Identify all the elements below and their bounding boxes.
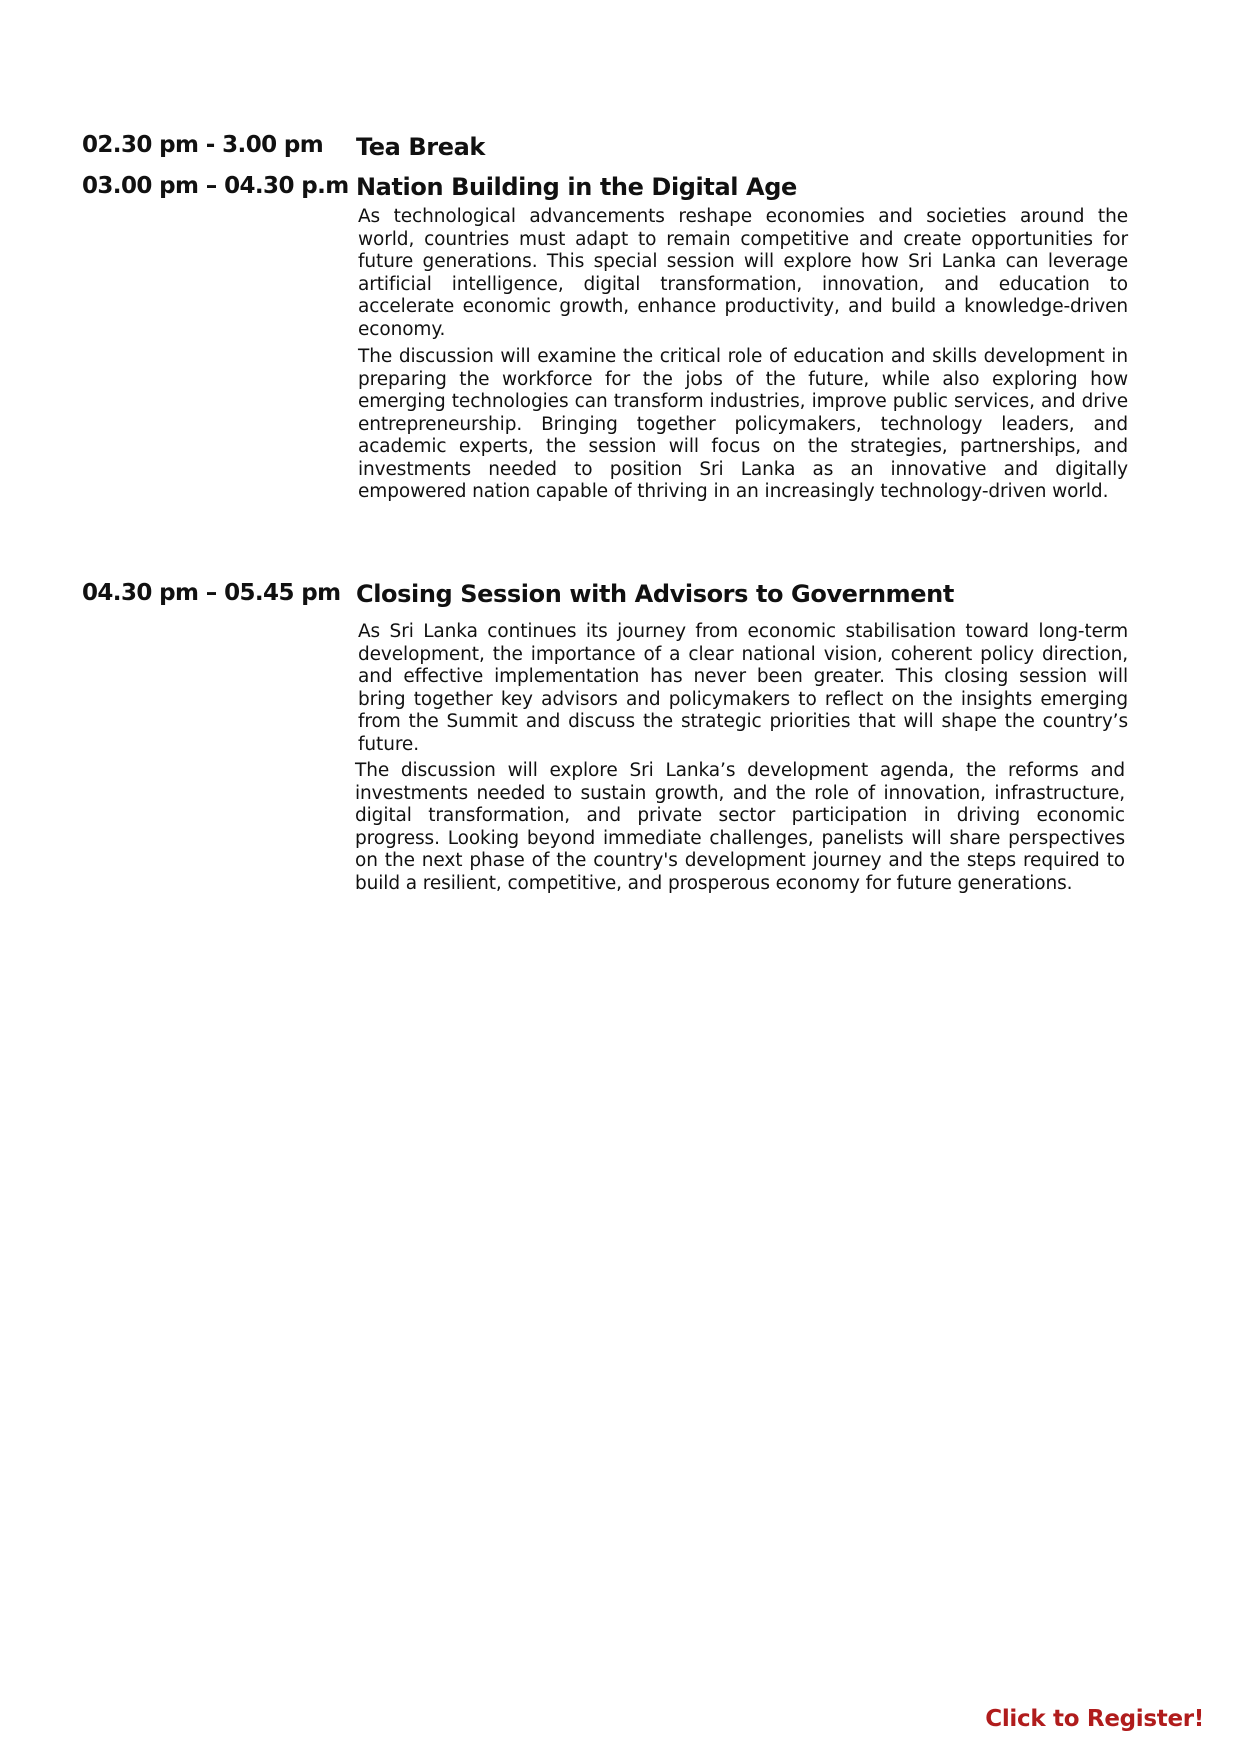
session-title-nation-building: Nation Building in the Digital Age [356, 173, 797, 201]
session-title-tea-break: Tea Break [356, 133, 485, 161]
session-description-nation-building-1: As technological advancements reshape economies and societies around the world, countries must adapt to remain competitive and create opportunities for future generations. This special session will explore how Sri Lanka can leverage artificial intelligence, digital transformation, innovation, and education to accelerate economic growth, enhance productivity, and build a knowledge-driven economy. [358, 206, 1128, 340]
session-description-closing-1: As Sri Lanka continues its journey from economic stabilisation toward long-term development, the importance of a clear national vision, coherent policy direction, and effective implementation has never been greater. This closing session will bring together key advisors and policymakers to reflect on the insights emerging from the Summit and discuss the strategic priorities that will shape the country’s future. [358, 621, 1128, 755]
session-time-nation-building: 03.00 pm – 04.30 p.m [82, 173, 349, 199]
session-time-tea-break: 02.30 pm - 3.00 pm [82, 132, 324, 158]
session-description-nation-building-2: The discussion will examine the critical role of education and skills development in preparing the workforce for the jobs of the future, while also exploring how emerging technologies can transform industries, improve public services, and drive entrepreneurship. Bringing together policymakers, technology leaders, and academic experts, the session will focus on the strategies, partnerships, and investments needed to position Sri Lanka as an innovative and digitally empowered nation capable of thriving in an increasingly technology-driven world. [358, 346, 1128, 502]
register-link[interactable]: Click to Register! [985, 1706, 1204, 1732]
session-description-closing-2: The discussion will explore Sri Lanka’s development agenda, the reforms and investments needed to sustain growth, and the role of innovation, infrastructure, digital transformation, and private sector participation in driving economic progress. Looking beyond immediate challenges, panelists will share perspectives on the next phase of the country's development journey and the steps required to build a resilient, competitive, and prosperous economy for future generations. [355, 760, 1125, 894]
session-title-closing: Closing Session with Advisors to Government [356, 580, 954, 608]
session-time-closing: 04.30 pm – 05.45 pm [82, 580, 341, 606]
